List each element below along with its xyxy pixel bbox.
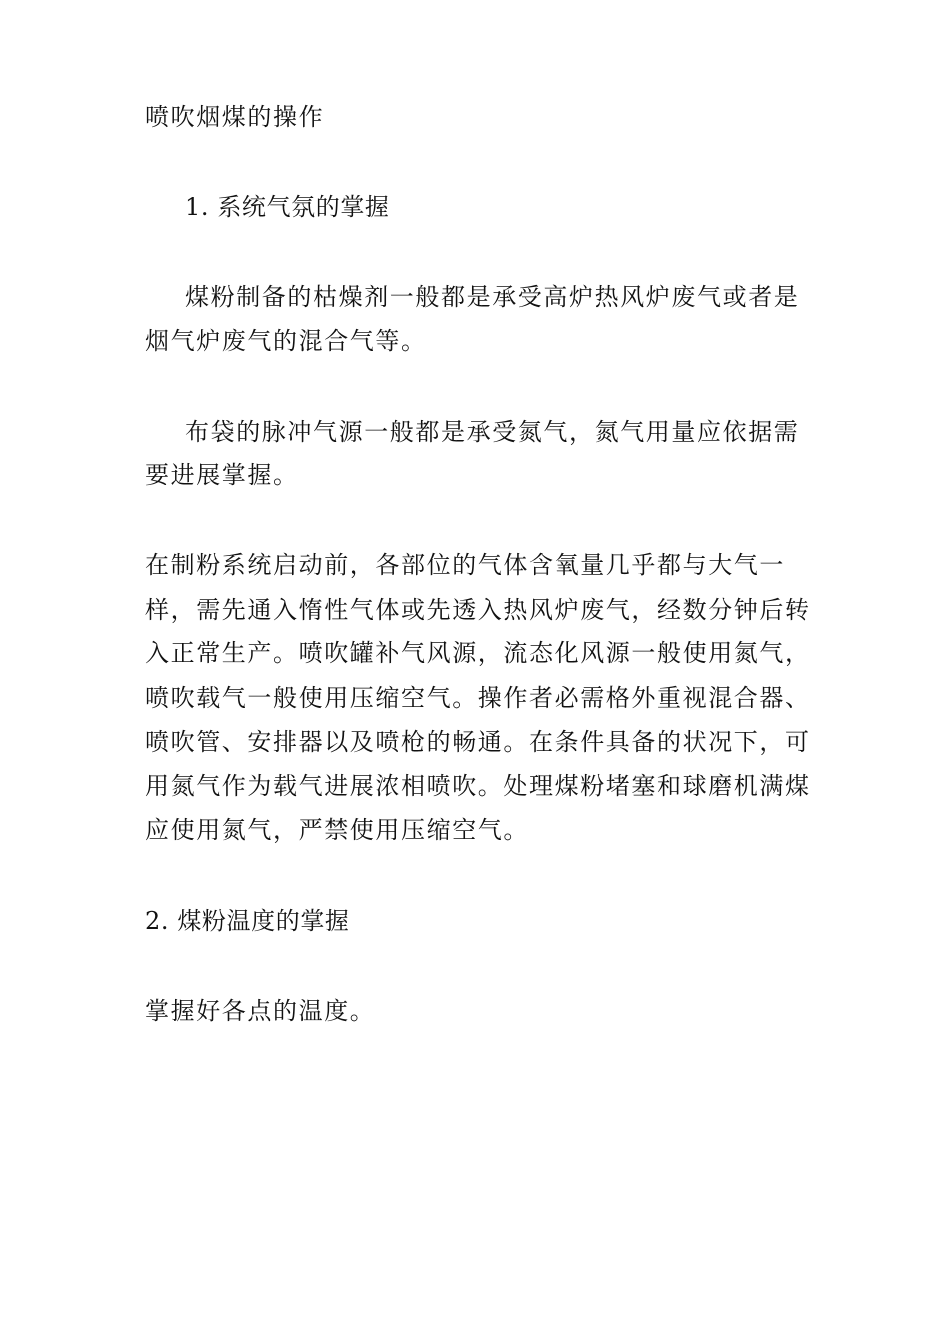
paragraph-1-line-2: 烟气炉废气的混合气等。 (145, 327, 427, 355)
paragraph-3-line-4: 喷吹载气一般使用压缩空气。操作者必需格外重视混合器、 (145, 684, 811, 712)
paragraph-3-line-5: 喷吹管、安排器以及喷枪的畅通。在条件具备的状况下，可 (145, 728, 811, 756)
document-title: 喷吹烟煤的操作 (145, 103, 325, 131)
paragraph-2-line-1: 布袋的脉冲气源一般都是承受氮气，氮气用量应依据需 (185, 418, 800, 446)
paragraph-3-line-2: 样，需先通入惰性气体或先透入热风炉废气，经数分钟后转 (145, 596, 811, 624)
paragraph-3-line-3: 入正常生产。喷吹罐补气风源，流态化风源一般使用氮气， (145, 639, 811, 667)
section-heading-2: 2. 煤粉温度的掌握 (145, 907, 350, 935)
paragraph-2-line-2: 要进展掌握。 (145, 461, 299, 489)
paragraph-1-line-1: 煤粉制备的枯燥剂一般都是承受高炉热风炉废气或者是 (185, 283, 800, 311)
paragraph-3-line-7: 应使用氮气，严禁使用压缩空气。 (145, 816, 529, 844)
paragraph-3-line-6: 用氮气作为载气进展浓相喷吹。处理煤粉堵塞和球磨机满煤 (145, 772, 811, 800)
section-heading-1: 1. 系统气氛的掌握 (185, 193, 390, 221)
paragraph-4-line-1: 掌握好各点的温度。 (145, 997, 376, 1025)
paragraph-3-line-1: 在制粉系统启动前，各部位的气体含氧量几乎都与大气一 (145, 551, 785, 579)
